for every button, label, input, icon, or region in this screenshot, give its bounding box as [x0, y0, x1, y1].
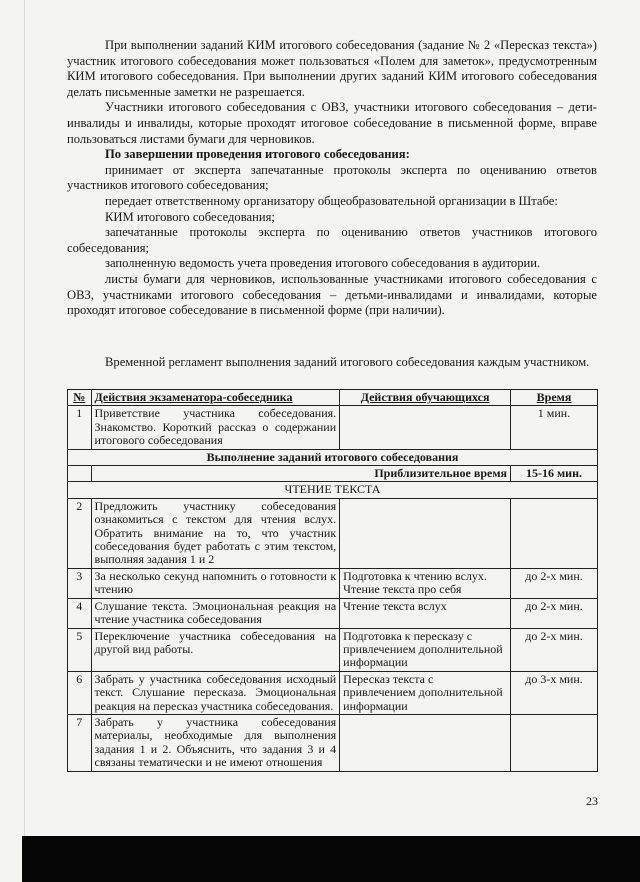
body-text — [67, 38, 597, 319]
header-students: Действия обучающихся — [340, 390, 511, 406]
table-row: 3 За несколько секунд напомнить о готовности к чтению Подготовка к чтению вслух. Чтение текста про себя до 2-х мин. — [68, 568, 598, 598]
header-num: № — [68, 390, 92, 406]
table-header-row — [68, 390, 598, 406]
page-number: 23 — [586, 794, 598, 808]
scan-edge — [24, 0, 25, 836]
paragraph: листы бумаги для черновиков, использованные участниками итогового собеседования с ОВЗ, участниками итогового собеседования – детьми-инвалидами и инвалидами, которые проходят итоговое собеседование в письменной форме (при наличии). — [67, 271, 597, 318]
header-examiner: Действия экзаменатора-собеседника — [91, 390, 340, 406]
table-row: 1 Приветствие участника собеседования. Знакомство. Короткий рассказ о содержании итогового собеседования 1 мин. — [68, 406, 598, 449]
paragraph: передает ответственному организатору общеобразовательной организации в Штабе: — [105, 193, 558, 208]
header-time: Время — [511, 390, 598, 406]
table-row: 5 Переключение участника собеседования на другой вид работы. Подготовка к пересказу с привлечением дополнительной информации до 2-х мин. — [68, 628, 598, 671]
paragraph: КИМ итогового собеседования; — [105, 209, 275, 224]
paragraph: принимает от эксперта запечатанные протоколы эксперта по оцениванию ответов участников итогового собеседования; — [67, 162, 597, 193]
scan-dark-border — [22, 836, 640, 882]
paragraph: запечатанные протоколы эксперта по оцениванию ответов участников итогового собеседования; — [67, 225, 597, 255]
schedule-intro: Временной регламент выполнения заданий итогового собеседования каждым участником. — [105, 355, 590, 369]
table-row: 7 Забрать у участника собеседования материалы, необходимые для выполнения задания 1 и 2. Объяснить, что задания 3 и 4 связаны тематически и не имеют отношения — [68, 714, 598, 771]
schedule-table — [67, 389, 598, 772]
table-row: 2 Предложить участнику собеседования ознакомиться с текстом для чтения вслух. Обратить внимание на то, что участник собеседования будет работать с этим текстом, выполняя задания 1 и 2 — [68, 498, 598, 568]
table-approx-row: Приблизительное время 15-16 мин. — [68, 466, 598, 482]
paragraph: При выполнении заданий КИМ итогового собеседования (задание № 2 «Пересказ текста») участник итогового собеседования может пользоваться «Полем для заметок», предусмотренным КИМ итогового собеседования. При выполнении других заданий КИМ итогового собеседования делать письменные заметки не разрешается. — [67, 38, 597, 99]
table-section-row: Выполнение заданий итогового собеседования — [68, 449, 598, 465]
table-reading-row: ЧТЕНИЕ ТЕКСТА — [68, 482, 598, 498]
section-heading: По завершении проведения итогового собеседования: — [105, 147, 410, 162]
table-row: 4 Слушание текста. Эмоциональная реакция на чтение участника собеседования Чтение текста вслух до 2-х мин. — [68, 598, 598, 628]
paragraph: Участники итогового собеседования с ОВЗ, участники итогового собеседования – дети-инвалиды и инвалиды, которые проходят итоговое собеседование в письменной форме, вправе пользоваться листами бумаги для черновиков. — [67, 100, 597, 146]
paragraph: заполненную ведомость учета проведения итогового собеседования в аудитории. — [105, 256, 541, 271]
table-row: 6 Забрать у участника собеседования исходный текст. Слушание пересказа. Эмоциональная реакция на пересказ участника собеседования. Пересказ текста с привлечением дополнительной информации до 3-х мин. — [68, 671, 598, 714]
